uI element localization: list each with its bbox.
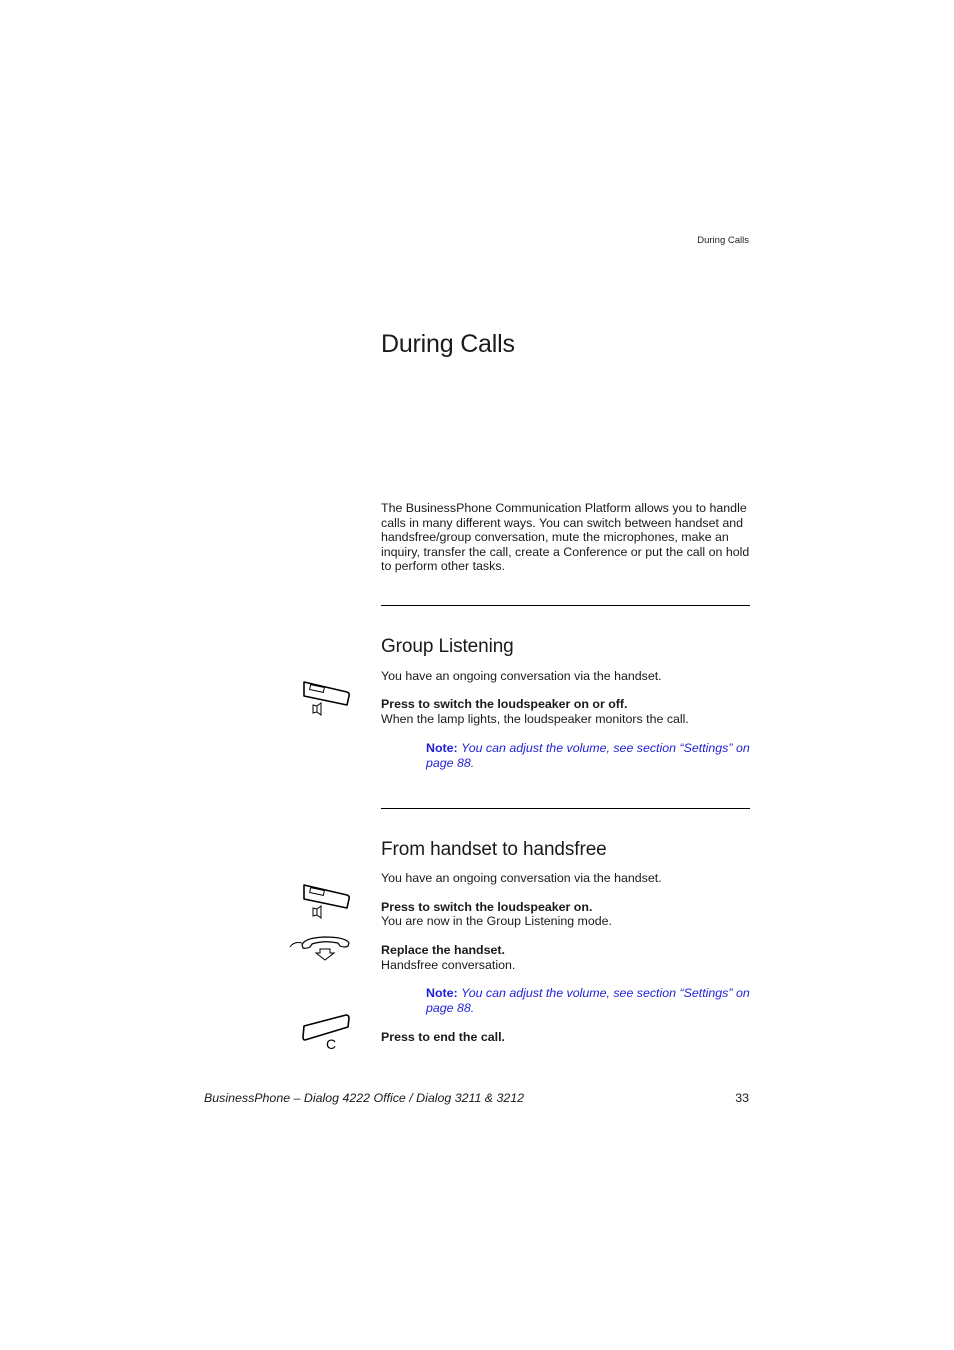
handsfree-step2-text: Handsfree conversation. — [381, 958, 516, 972]
handsfree-step3-instruction: Press to end the call. — [381, 1030, 505, 1044]
loudspeaker-key-icon — [300, 881, 352, 921]
footer-product-title: BusinessPhone – Dialog 4222 Office / Dialog 3211 & 3212 — [204, 1091, 525, 1105]
intro-paragraph: The BusinessPhone Communication Platform allows you to handle calls in many different ways. You can switch between handset and handsfree/group conversation, mute the microphones, make an inquiry, transfer the call, create a Conference or put the call on hold to perform other tasks. — [381, 501, 750, 574]
section-divider — [381, 605, 750, 606]
page-number: 33 — [735, 1091, 749, 1105]
group-listening-step1-text: When the lamp lights, the loudspeaker monitors the call. — [381, 712, 689, 726]
note-label: Note: — [426, 741, 458, 755]
loudspeaker-key-icon — [300, 678, 352, 718]
handsfree-note — [426, 986, 751, 1015]
clear-key-label: C — [326, 1036, 337, 1052]
note-label: Note: — [426, 986, 458, 1000]
section-title-handset-to-handsfree: From handset to handsfree — [381, 839, 607, 860]
handsfree-context: You have an ongoing conversation via the handset. — [381, 871, 662, 885]
handsfree-step2-instruction: Replace the handset. — [381, 943, 505, 957]
group-listening-step1-instruction: Press to switch the loudspeaker on or off. — [381, 697, 628, 711]
running-header: During Calls — [697, 235, 749, 246]
clear-key-icon — [300, 1012, 352, 1052]
group-listening-context: You have an ongoing conversation via the handset. — [381, 669, 662, 683]
chapter-title: During Calls — [381, 330, 515, 358]
note-text: You can adjust the volume, see section “Settings” on page 88. — [426, 741, 750, 770]
section-title-group-listening: Group Listening — [381, 636, 514, 657]
note-text: You can adjust the volume, see section “Settings” on page 88. — [426, 986, 750, 1015]
section-divider — [381, 808, 750, 809]
group-listening-note — [426, 741, 751, 770]
handsfree-step1-instruction: Press to switch the loudspeaker on. — [381, 900, 593, 914]
handsfree-step1-text: You are now in the Group Listening mode. — [381, 914, 612, 928]
replace-handset-icon — [288, 935, 352, 963]
